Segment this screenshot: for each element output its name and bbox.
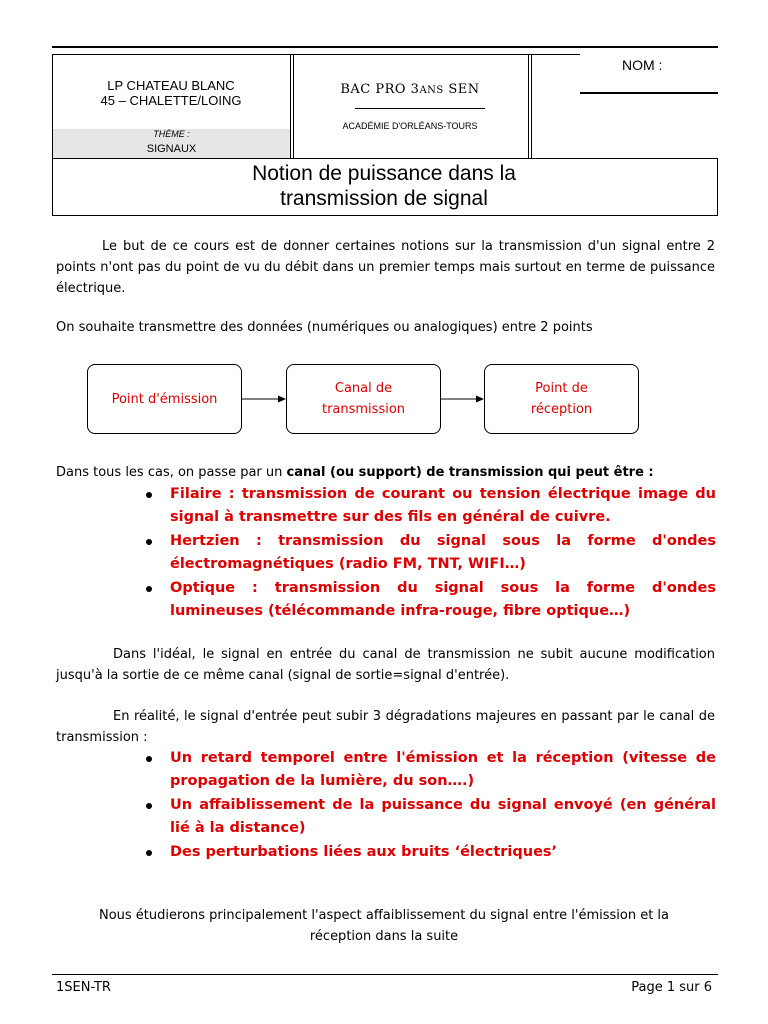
intro-paragraph: Le but de ce cours est de donner certaines notions sur la transmission d'un signal entre 2 points n'ont pas du point de vu du débit dans un premier temps mais surtout en terme de puissance électrique. <box>56 239 715 296</box>
ideal-paragraph: Dans l'idéal, le signal en entrée du canal de transmission ne subit aucune modification jusqu'à la sortie de ce même canal (signal de sortie=signal d'entrée). <box>56 647 715 683</box>
bullet-icon <box>146 756 152 762</box>
name-label: NOM : <box>622 57 663 73</box>
list-item: Optique : transmission du signal sous la forme d'ondes lumineuses (télécommande infra-rouge, fibre optique…) <box>146 577 716 623</box>
bullet-icon <box>146 803 152 809</box>
list-item: Filaire : transmission de courant ou tension électrique image du signal à transmettre sur des fils en général de cuivre. <box>146 483 716 529</box>
footer-page-number: Page 1 sur 6 <box>631 980 712 995</box>
theme-label: THÈME : <box>153 129 190 139</box>
list-item: Des perturbations liées aux bruits ‘électriques’ <box>146 841 716 864</box>
channel-lead: Dans tous les cas, on passe par un canal (ou support) de transmission qui peut être : <box>56 465 654 480</box>
arrow-head-icon <box>476 396 484 403</box>
theme-value: SIGNAUX <box>146 143 197 155</box>
conclusion: Nous étudierons principalement l'aspect affaiblissement du signal entre l'émission et la réception dans la suite <box>98 908 670 944</box>
reception-box-line2: réception <box>530 402 593 417</box>
school-name: LP CHATEAU BLANC 45 – CHALETTE/LOING <box>100 78 242 108</box>
bullet-icon <box>146 586 152 592</box>
reality-lead: En réalité, le signal d'entrée peut subir 3 dégradations majeures en passant par le canal de transmission : <box>56 709 715 745</box>
emission-box-label: Point d'émission <box>111 391 218 407</box>
flow-arrows <box>0 0 768 460</box>
arrow-head-icon <box>278 396 286 403</box>
footer-rule <box>52 974 718 975</box>
reception-box-line1: Point de <box>535 381 588 396</box>
document-title: Notion de puissance dans la transmission de signal <box>252 162 516 210</box>
bullet-icon <box>146 492 152 498</box>
bullet-icon <box>146 539 152 545</box>
program-name: BAC PRO 3ANS SEN <box>340 82 480 97</box>
channel-box-line1: Canal de <box>334 381 393 396</box>
list-item: Un retard temporel entre l'émission et la réception (vitesse de propagation de la lumière, du son….) <box>146 747 716 793</box>
list-item: Hertzien : transmission du signal sous la forme d'ondes électromagnétiques (radio FM, TNT, WIFI…) <box>146 530 716 576</box>
academy-name: ACADÉMIE D'ORLÉANS-TOURS <box>342 121 478 131</box>
goal-paragraph: On souhaite transmettre des données (numériques ou analogiques) entre 2 points <box>56 320 593 335</box>
bullet-icon <box>146 850 152 856</box>
footer-left: 1SEN-TR <box>56 980 111 995</box>
list-item: Un affaiblissement de la puissance du signal envoyé (en général lié à la distance) <box>146 794 716 840</box>
channel-box-line2: transmission <box>321 402 406 417</box>
